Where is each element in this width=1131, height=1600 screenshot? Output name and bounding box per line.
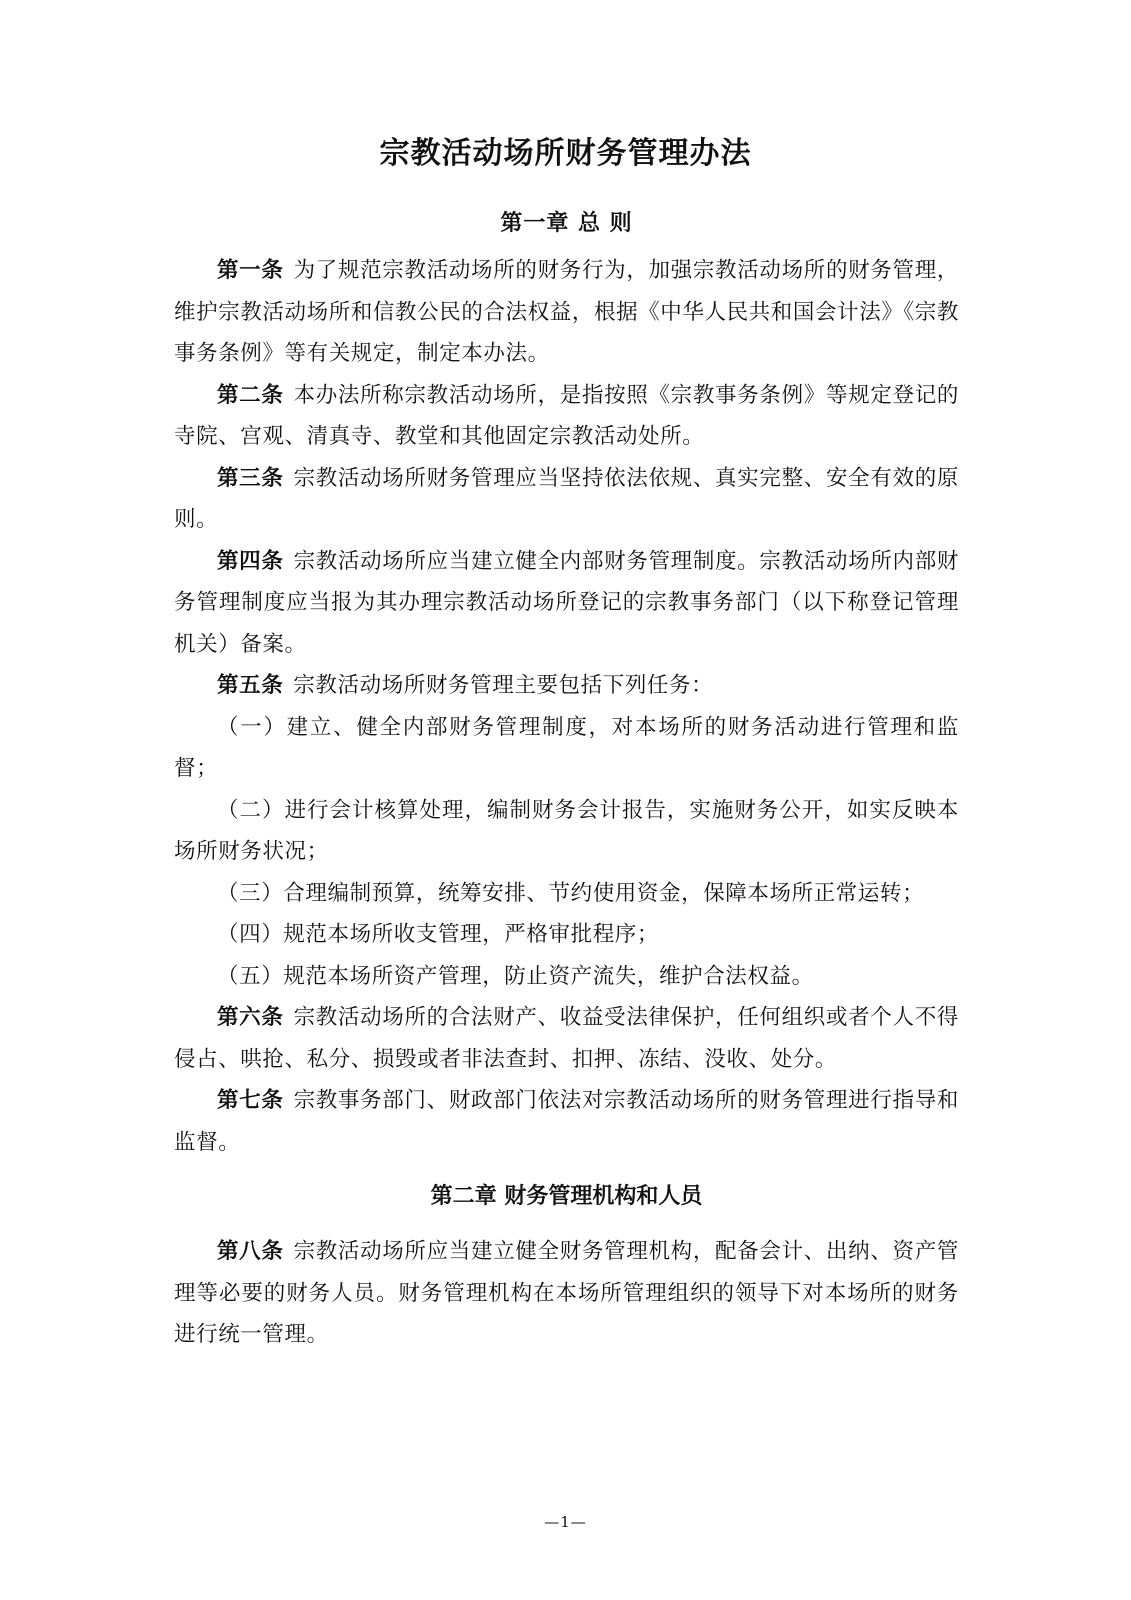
list-item-text: （四）规范本场所收支管理，严格审批程序； bbox=[217, 922, 660, 947]
list-item-text: （三）合理编制预算，统筹安排、节约使用资金，保障本场所正常运转； bbox=[217, 880, 925, 906]
list-item bbox=[174, 790, 959, 873]
article-8 bbox=[174, 1231, 959, 1356]
article-text: 本办法所称宗教活动场所，是指按照《宗教事务条例》等规定登记的寺院、宫观、清真寺、教堂和其他固定宗教活动处所。 bbox=[174, 382, 959, 449]
article-5 bbox=[174, 665, 959, 707]
article-number: 第五条 bbox=[217, 673, 284, 698]
list-item bbox=[174, 956, 959, 998]
article-number: 第三条 bbox=[217, 465, 284, 491]
list-item bbox=[174, 914, 959, 956]
article-text: 宗教活动场所应当建立健全内部财务管理制度。宗教活动场所内部财务管理制度应当报为其办理宗教活动场所登记的宗教事务部门（以下称登记管理机关）备案。 bbox=[174, 548, 959, 657]
list-item bbox=[174, 873, 959, 915]
article-number: 第七条 bbox=[217, 1088, 284, 1113]
spacer bbox=[174, 1219, 959, 1231]
article-2 bbox=[174, 375, 959, 458]
list-item-text: （二）进行会计核算处理，编制财务会计报告，实施财务公开，如实反映本场所财务状况； bbox=[174, 797, 959, 864]
article-4 bbox=[174, 541, 959, 666]
article-6 bbox=[174, 997, 959, 1080]
list-item-text: （一）建立、健全内部财务管理制度，对本场所的财务活动进行管理和监督； bbox=[174, 714, 959, 781]
article-7 bbox=[174, 1080, 959, 1163]
article-text: 宗教活动场所财务管理应当坚持依法依规、真实完整、安全有效的原则。 bbox=[174, 465, 959, 532]
article-text: 为了规范宗教活动场所的财务行为，加强宗教活动场所的财务管理，维护宗教活动场所和信教公民的合法权益，根据《中华人民共和国会计法》《宗教事务条例》等有关规定，制定本办法。 bbox=[174, 258, 959, 366]
article-number: 第四条 bbox=[217, 548, 284, 574]
chapter-heading: 第二章 财务管理机构和人员 bbox=[430, 1184, 703, 1209]
article-number: 第六条 bbox=[217, 1005, 284, 1030]
article-number: 第八条 bbox=[217, 1239, 284, 1264]
article-number: 第二条 bbox=[217, 382, 284, 408]
page-number: —1— bbox=[544, 1513, 587, 1531]
chapter-heading: 第一章 总 则 bbox=[500, 211, 633, 236]
document-title: 宗教活动场所财务管理办法 bbox=[379, 136, 752, 171]
spacer bbox=[174, 1163, 959, 1175]
article-text: 宗教活动场所的合法财产、收益受法律保护，任何组织或者个人不得侵占、哄抢、私分、损毁或者非法查封、扣押、冻结、没收、处分。 bbox=[174, 1005, 959, 1072]
article-1 bbox=[174, 250, 959, 375]
article-3 bbox=[174, 458, 959, 541]
list-item-text: （五）规范本场所资产管理，防止资产流失，维护合法权益。 bbox=[217, 963, 814, 989]
article-text: 宗教活动场所财务管理主要包括下列任务： bbox=[293, 673, 714, 698]
list-item bbox=[174, 707, 959, 790]
document-body bbox=[174, 202, 959, 1356]
article-number: 第一条 bbox=[217, 258, 284, 283]
article-text: 宗教事务部门、财政部门依法对宗教活动场所的财务管理进行指导和监督。 bbox=[174, 1088, 959, 1155]
article-text: 宗教活动场所应当建立健全财务管理机构，配备会计、出纳、资产管理等必要的财务人员。财务管理机构在本场所管理组织的领导下对本场所的财务进行统一管理。 bbox=[174, 1239, 959, 1347]
